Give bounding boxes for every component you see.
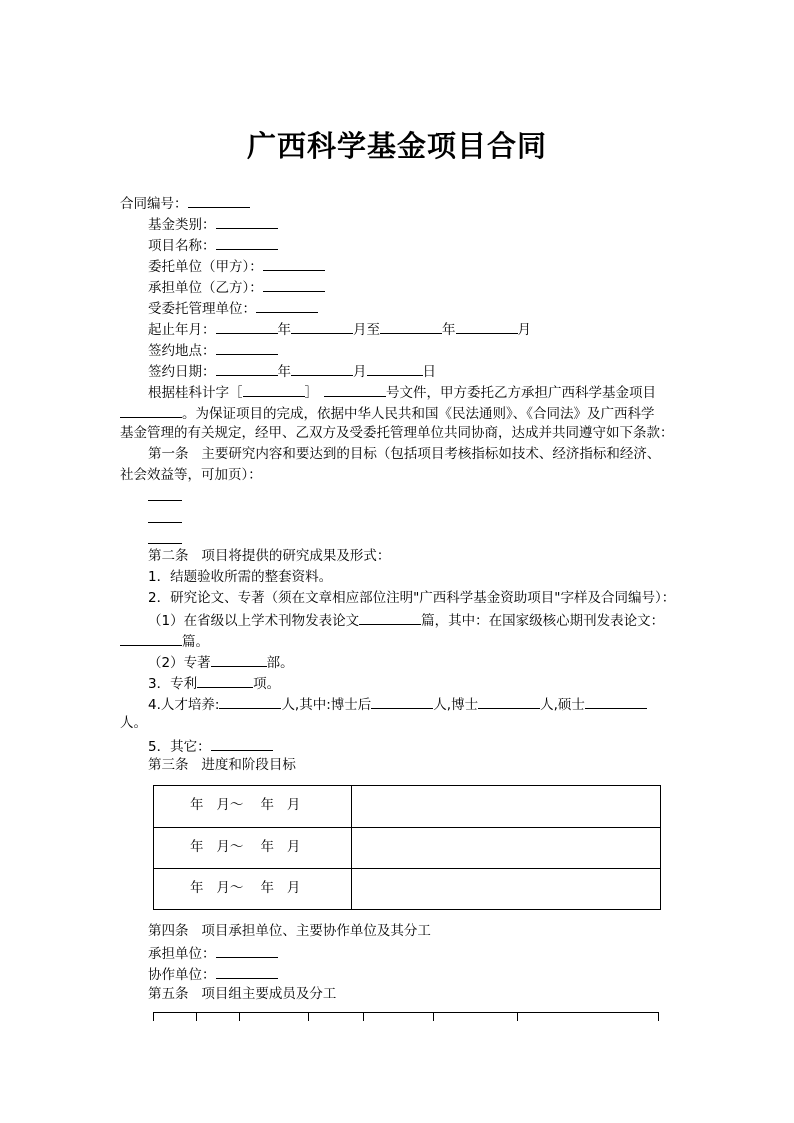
core-papers-label: 篇，其中：在国家级核心期刊发表论文： bbox=[421, 613, 665, 629]
postdoc-label: 人,其中:博士后 bbox=[281, 697, 372, 713]
members-table-top bbox=[153, 1012, 659, 1021]
period-end-year-blank[interactable] bbox=[380, 318, 442, 334]
books-unit: 部。 bbox=[266, 655, 294, 671]
books-blank[interactable] bbox=[211, 651, 267, 667]
members-col-divider bbox=[308, 1013, 309, 1021]
papers-blank[interactable] bbox=[359, 609, 421, 625]
article1-line-2: 社会效益等，可加页）： bbox=[120, 467, 262, 483]
contract-no-blank[interactable] bbox=[188, 192, 250, 208]
master-label: 人,硕士 bbox=[540, 697, 585, 713]
article2-item-5 bbox=[148, 735, 273, 757]
date-month-blank[interactable] bbox=[291, 360, 353, 376]
preamble-line-1 bbox=[148, 381, 656, 403]
other-blank[interactable] bbox=[211, 735, 273, 751]
doc-no-blank[interactable] bbox=[243, 381, 305, 397]
preamble-text-d: 。为保证项目的完成，依据中华人民共和国《民法通则》、《合同法》及广西科学 bbox=[182, 406, 655, 422]
period-year-label: 年 bbox=[277, 322, 291, 338]
article2-item-2a-cont bbox=[120, 630, 209, 652]
document-title: 广西科学基金项目合同 bbox=[246, 129, 547, 163]
project-blank[interactable] bbox=[120, 402, 182, 418]
table-divider bbox=[351, 786, 352, 909]
patents-blank[interactable] bbox=[197, 672, 253, 688]
project-name-label: 项目名称： bbox=[148, 238, 216, 254]
place-field bbox=[148, 339, 278, 361]
period-field bbox=[148, 318, 531, 340]
article1-line-1: 第一条 主要研究内容和要达到的目标（包括项目考核指标如技术、经济指标和经济、 bbox=[148, 446, 661, 462]
content-blank[interactable] bbox=[148, 485, 182, 501]
project-name-blank[interactable] bbox=[216, 234, 278, 250]
party-a-field bbox=[148, 255, 325, 277]
unit-field bbox=[148, 942, 278, 964]
master-blank[interactable] bbox=[585, 693, 647, 709]
article1-blank-1[interactable] bbox=[148, 485, 182, 507]
fund-type-label: 基金类别： bbox=[148, 217, 216, 233]
party-a-label: 委托单位（甲方）： bbox=[148, 259, 263, 275]
project-name-field bbox=[148, 234, 278, 256]
postdoc-blank[interactable] bbox=[371, 693, 433, 709]
content-blank[interactable] bbox=[148, 507, 182, 523]
coop-label: 协作单位： bbox=[148, 967, 216, 983]
preamble-text-b: ］ bbox=[304, 385, 318, 401]
article2-item-3 bbox=[148, 672, 280, 694]
article2-item-2a bbox=[148, 609, 664, 631]
article2-heading: 第二条 项目将提供的研究成果及形式： bbox=[148, 548, 391, 564]
manager-field bbox=[148, 297, 318, 319]
preamble-text-c: 号文件，甲方委托乙方承担广西科学基金项目 bbox=[386, 385, 656, 401]
core-papers-blank[interactable] bbox=[120, 630, 182, 646]
coop-field bbox=[148, 963, 278, 985]
article2-item-4 bbox=[148, 693, 647, 715]
party-a-blank[interactable] bbox=[263, 255, 325, 271]
progress-table bbox=[153, 785, 661, 910]
contract-no-field bbox=[120, 192, 250, 214]
date-field bbox=[148, 360, 436, 382]
content-blank[interactable] bbox=[148, 528, 182, 544]
members-col-divider bbox=[363, 1013, 364, 1021]
article1-blank-2[interactable] bbox=[148, 507, 182, 529]
party-b-blank[interactable] bbox=[263, 276, 325, 292]
phd-blank[interactable] bbox=[478, 693, 540, 709]
members-col-edge bbox=[153, 1013, 154, 1021]
books-label: （2）专著 bbox=[148, 655, 211, 671]
period-end-month-blank[interactable] bbox=[456, 318, 518, 334]
article5-heading: 第五条 项目组主要成员及分工 bbox=[148, 986, 337, 1002]
unit-label: 承担单位： bbox=[148, 946, 216, 962]
place-label: 签约地点： bbox=[148, 343, 216, 359]
manager-label: 受委托管理单位： bbox=[148, 301, 256, 317]
period-end-year-label: 年 bbox=[442, 322, 456, 338]
coop-blank[interactable] bbox=[216, 963, 278, 979]
article3-heading: 第三条 进度和阶段目标 bbox=[148, 757, 296, 773]
date-day-blank[interactable] bbox=[367, 360, 423, 376]
members-col-divider bbox=[239, 1013, 240, 1021]
party-b-field bbox=[148, 276, 325, 298]
members-col-edge bbox=[658, 1013, 659, 1021]
core-papers-unit: 篇。 bbox=[182, 634, 209, 650]
table-row-separator bbox=[154, 827, 660, 828]
date-month-label: 月 bbox=[353, 364, 367, 380]
period-start-year-blank[interactable] bbox=[216, 318, 278, 334]
party-b-label: 承担单位（乙方）： bbox=[148, 280, 263, 296]
preamble-line-3: 基金管理的有关规定，经甲、乙双方及受委托管理单位共同协商，达成并共同遵守如下条款： bbox=[120, 425, 674, 441]
table-row-separator bbox=[154, 868, 660, 869]
article2-item-4-cont: 人。 bbox=[120, 715, 147, 731]
patents-unit: 项。 bbox=[253, 676, 281, 692]
fund-type-field bbox=[148, 213, 278, 235]
date-label: 签约日期： bbox=[148, 364, 216, 380]
date-year-blank[interactable] bbox=[216, 360, 278, 376]
talent-label: 4.人才培养: bbox=[148, 697, 220, 713]
article2-item-2: 2．研究论文、专著（须在文章相应部位注明"广西科学基金资助项目"字样及合同编号）： bbox=[148, 590, 676, 606]
date-day-label: 日 bbox=[422, 364, 436, 380]
period-month-to-label: 月至 bbox=[353, 322, 380, 338]
table-row-period-3: 年 月～ 年 月 bbox=[190, 880, 301, 896]
contract-no-label: 合同编号： bbox=[120, 196, 188, 212]
place-blank[interactable] bbox=[216, 339, 278, 355]
period-start-month-blank[interactable] bbox=[291, 318, 353, 334]
members-col-divider bbox=[517, 1013, 518, 1021]
phd-label: 人,博士 bbox=[433, 697, 479, 713]
preamble-text-a: 根据桂科计字［ bbox=[148, 385, 243, 401]
unit-blank[interactable] bbox=[216, 942, 278, 958]
date-year-label: 年 bbox=[277, 364, 291, 380]
papers-label: （1）在省级以上学术刊物发表论文 bbox=[148, 613, 360, 629]
fund-type-blank[interactable] bbox=[216, 213, 278, 229]
members-col-divider bbox=[433, 1013, 434, 1021]
article2-item-1: 1．结题验收所需的整套资料。 bbox=[148, 569, 333, 585]
doc-no2-blank[interactable] bbox=[324, 381, 386, 397]
members-col-divider bbox=[196, 1013, 197, 1021]
period-end-month-label: 月 bbox=[517, 322, 531, 338]
table-row-period-1: 年 月～ 年 月 bbox=[190, 797, 301, 813]
other-label: 5．其它： bbox=[148, 739, 211, 755]
preamble-line-2 bbox=[120, 402, 655, 424]
patents-label: 3．专利 bbox=[148, 676, 198, 692]
table-row-period-2: 年 月～ 年 月 bbox=[190, 839, 301, 855]
article4-heading: 第四条 项目承担单位、主要协作单位及其分工 bbox=[148, 923, 431, 939]
talent-blank[interactable] bbox=[219, 693, 281, 709]
article2-item-2b bbox=[148, 651, 294, 673]
manager-blank[interactable] bbox=[256, 297, 318, 313]
period-label: 起止年月： bbox=[148, 322, 216, 338]
